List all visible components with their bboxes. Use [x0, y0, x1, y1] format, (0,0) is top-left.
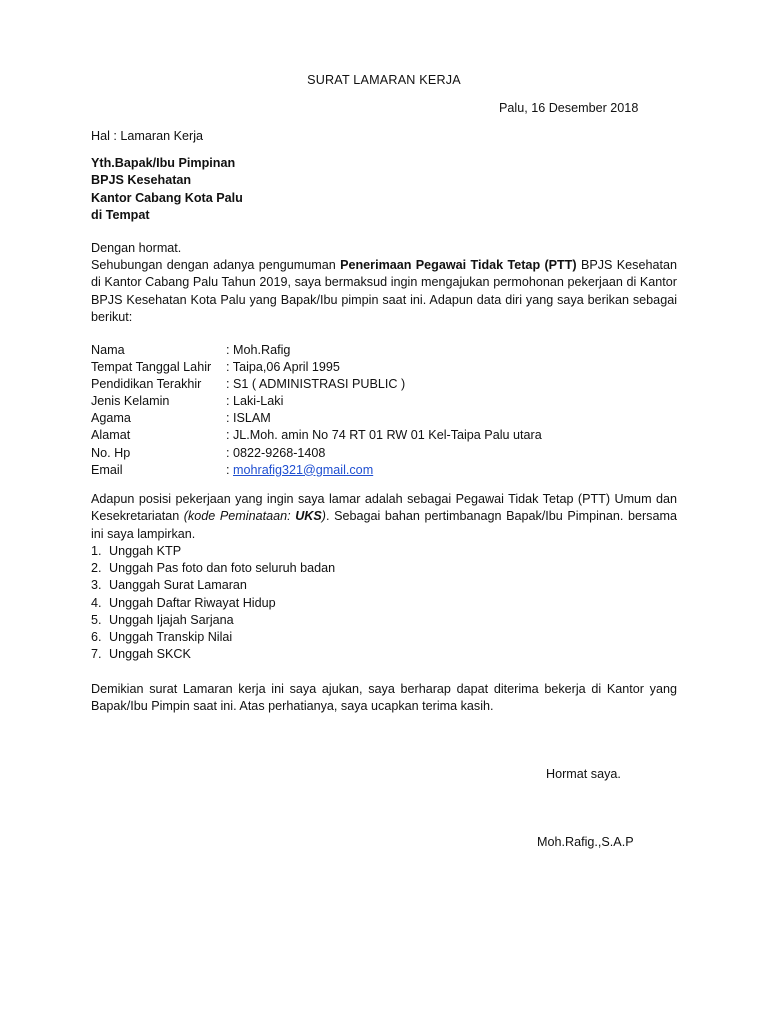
- info-row: [91, 393, 542, 410]
- position-code-label: (kode Peminataan:: [183, 509, 296, 524]
- info-value: : Moh.Rafig: [226, 343, 291, 357]
- closing-greeting: Hormat saya.: [546, 767, 621, 781]
- position-code-text: [184, 509, 326, 523]
- list-number: 4.: [91, 595, 102, 610]
- info-value: [226, 462, 373, 479]
- list-text: Unggah SKCK: [109, 647, 191, 662]
- info-row: [91, 376, 542, 393]
- info-label: Agama: [91, 411, 131, 426]
- info-row: [91, 445, 542, 462]
- info-value: : S1 ( ADMINISTRASI PUBLIC ): [226, 377, 406, 392]
- info-value: : ISLAM: [226, 411, 271, 426]
- recipient-line: Yth.Bapak/Ibu Pimpinan: [91, 156, 236, 170]
- list-text: Unggah Pas foto dan foto seluruh badan: [109, 561, 336, 576]
- info-row: [91, 427, 542, 444]
- list-item: [91, 646, 335, 663]
- info-label: Pendidikan Terakhir: [91, 377, 202, 392]
- signature-name: Moh.Rafig.,S.A.P: [537, 835, 634, 849]
- recipient-line: di Tempat: [91, 207, 150, 222]
- salutation: Dengan hormat.: [91, 241, 182, 255]
- closing-paragraph: Demikian surat Lamaran kerja ini saya ajukan, saya berharap dapat diterima bekerja di Kantor yang Bapak/Ibu Pimpin saat ini. Atas perhatianya, saya ucapkan terima kasih.: [91, 682, 677, 714]
- position-text: . Sebagai bahan pertimbanagn Bapak/Ibu Pimpinan. bersama ini saya lampirkan.: [91, 509, 677, 541]
- personal-info: [91, 342, 542, 479]
- list-item: [91, 629, 335, 646]
- attachment-list: [91, 543, 335, 663]
- info-value: : Taipa,06 April 1995: [226, 360, 340, 375]
- email-link[interactable]: mohrafig321@gmail.com: [233, 462, 374, 477]
- list-item: [91, 595, 335, 612]
- email-colon: :: [226, 462, 233, 477]
- info-value: : 0822-9268-1408: [226, 445, 326, 460]
- letter-title: SURAT LAMARAN KERJA: [307, 73, 461, 87]
- info-label: Nama: [91, 343, 125, 357]
- list-item: [91, 543, 335, 560]
- list-number: 5.: [91, 612, 102, 627]
- position-text: Adapun posisi pekerjaan yang ingin saya lamar adalah sebagai Pegawai Tidak Tetap (PTT) Umum dan Kesekretariatan: [91, 492, 677, 524]
- list-number: 3.: [91, 578, 102, 593]
- info-row: [91, 462, 542, 479]
- recipient-line: Kantor Cabang Kota Palu: [91, 190, 243, 205]
- list-text: Unggah KTP: [109, 544, 182, 558]
- position-code-close: ): [321, 509, 326, 524]
- list-number: 6.: [91, 630, 102, 645]
- list-text: Unggah Daftar Riwayat Hidup: [109, 595, 276, 610]
- info-label: Email: [91, 462, 123, 477]
- info-label: Jenis Kelamin: [91, 394, 170, 409]
- intro-bold-text: Penerimaan Pegawai Tidak Tetap (PTT): [340, 258, 577, 272]
- list-text: Unggah Transkip Nilai: [109, 630, 233, 645]
- intro-text: Sehubungan dengan adanya pengumuman: [91, 258, 341, 272]
- position-code-value: UKS: [295, 509, 322, 524]
- info-label: Alamat: [91, 428, 131, 443]
- info-row: [91, 410, 542, 427]
- intro-text: BPJS Kesehatan di Kantor Cabang Palu Tahun 2019, saya bermaksud ingin mengajukan permohonan pekerjaan di Kantor BPJS Kesehatan Kota Palu yang Bapak/Ibu pimpin saat ini. Adapun data diri yang saya berikan sebagai berikut:: [91, 258, 677, 324]
- list-number: 2.: [91, 561, 102, 576]
- letter-subject: Hal : Lamaran Kerja: [91, 129, 203, 143]
- list-number: 7.: [91, 647, 102, 662]
- intro-paragraph: [91, 257, 677, 326]
- list-item: [91, 612, 335, 629]
- info-label: No. Hp: [91, 445, 131, 460]
- list-text: Unggah Ijajah Sarjana: [109, 612, 234, 627]
- position-paragraph: [91, 491, 677, 543]
- recipient-line: BPJS Kesehatan: [91, 173, 192, 188]
- list-item: [91, 577, 335, 594]
- list-number: 1.: [91, 544, 102, 558]
- info-label: Tempat Tanggal Lahir: [91, 360, 212, 375]
- info-row: [91, 359, 542, 376]
- list-item: [91, 560, 335, 577]
- info-row: [91, 342, 542, 359]
- info-value: : Laki-Laki: [226, 394, 284, 409]
- letter-date: Palu, 16 Desember 2018: [499, 101, 639, 115]
- list-text: Uanggah Surat Lamaran: [109, 578, 247, 593]
- recipient-block: [91, 155, 243, 224]
- info-value: : JL.Moh. amin No 74 RT 01 RW 01 Kel-Taipa Palu utara: [226, 428, 542, 443]
